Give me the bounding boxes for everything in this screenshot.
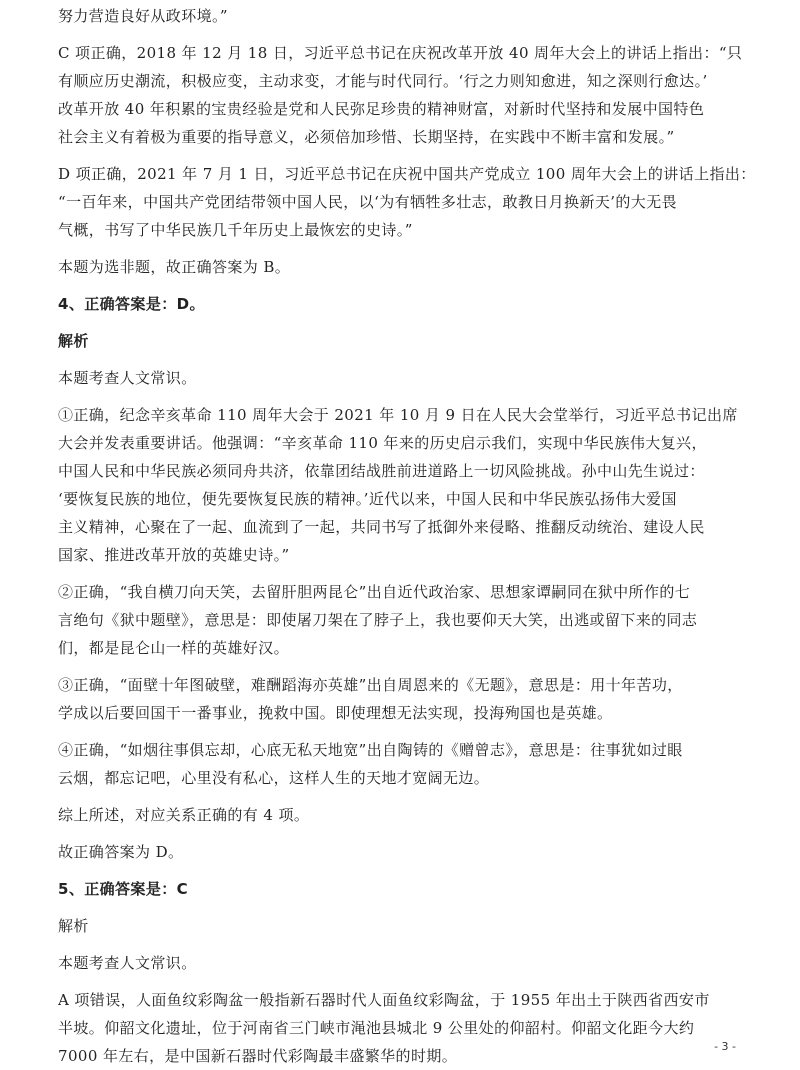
page-number: - 3 - xyxy=(714,1040,736,1053)
text-line: 气概，书写了中华民族几千年历史上最恢宏的史诗。” xyxy=(58,221,413,239)
text-line: 言绝句《狱中题壁》，意思是：即使屠刀架在了脖子上，我也要仰天大笑，出逃或留下来的同志 xyxy=(58,611,698,629)
text-line: ②正确，“我自横刀向天笑，去留肝胆两昆仑”出自近代政治家、思想家谭嗣同在狱中所作的七 xyxy=(58,583,691,601)
text-line: 7000 年左右，是中国新石器时代彩陶最丰盛繁华的时期。 xyxy=(58,1047,458,1065)
text-line: “一百年来，中国共产党团结带领中国人民，以‘为有牺牲多壮志，敢教日月换新天’的大无畏 xyxy=(58,193,678,211)
text-line: 改革开放 40 年积累的宝贵经验是党和人民弥足珍贵的精神财富，对新时代坚持和发展中国特色 xyxy=(58,100,705,118)
text-line: 大会并发表重要讲话。他强调：“辛亥革命 110 年来的历史启示我们，实现中华民族伟大复兴， xyxy=(58,434,707,452)
text-line: 综上所述，对应关系正确的有 4 项。 xyxy=(58,806,310,824)
text-line: 社会主义有着极为重要的指导意义，必须倍加珍惜、长期坚持，在实践中不断丰富和发展。” xyxy=(58,128,675,146)
answer-heading: 4、正确答案是：D。 xyxy=(58,295,205,313)
text-line: 有顺应历史潮流，积极应变，主动求变，才能与时代同行。‘行之力则知愈进，知之深则行愈达。’ xyxy=(58,72,708,90)
answer-heading: 5、正确答案是：C xyxy=(58,880,189,898)
text-line: A 项错误，人面鱼纹彩陶盆一般指新石器时代人面鱼纹彩陶盆，于 1955 年出土于陕西省西安市 xyxy=(58,991,710,1009)
text-line: 故正确答案为 D。 xyxy=(58,843,184,861)
text-line: 本题为选非题，故正确答案为 B。 xyxy=(58,258,291,276)
text-line: 云烟，都忘记吧，心里没有私心，这样人生的天地才宽阔无边。 xyxy=(58,769,490,787)
text-line: C 项正确，2018 年 12 月 18 日，习近平总书记在庆祝改革开放 40 周年大会上的讲话上指出：“只 xyxy=(58,44,743,62)
text-line: ①正确，纪念辛亥革命 110 周年大会于 2021 年 10 月 9 日在人民大会堂举行，习近平总书记出席 xyxy=(58,406,738,424)
text-line: ④正确，“如烟往事俱忘却，心底无私天地宽”出自陶铸的《赠曾志》，意思是：往事犹如过眼 xyxy=(58,741,683,759)
text-line: ‘要恢复民族的地位，便先要恢复民族的精神。’近代以来，中国人民和中华民族弘扬伟大爱国 xyxy=(58,490,677,508)
text-line: 中国人民和中华民族必须同舟共济，依靠团结战胜前进道路上一切风险挑战。孙中山先生说过： xyxy=(58,462,705,480)
analysis-label: 解析 xyxy=(58,917,89,935)
text-line: 国家、推进改革开放的英雄史诗。” xyxy=(58,546,290,564)
text-line: 半坡。仰韶文化遗址，位于河南省三门峡市渑池县城北 9 公里处的仰韶村。仰韶文化距今大约 xyxy=(58,1019,695,1037)
text-line: 们，都是昆仑山一样的英雄好汉。 xyxy=(58,639,290,657)
text-line: ③正确，“面壁十年图破壁，难酬蹈海亦英雄”出自周恩来的《无题》，意思是：用十年苦功， xyxy=(58,676,683,694)
text-line: 努力营造良好从政环境。” xyxy=(58,7,228,25)
text-line: 本题考查人文常识。 xyxy=(58,369,197,387)
text-line: 主义精神，心聚在了一起、血流到了一起，共同书写了抵御外来侵略、推翻反动统治、建设人民 xyxy=(58,518,705,536)
analysis-heading: 解析 xyxy=(58,332,89,350)
text-line: D 项正确，2021 年 7 月 1 日，习近平总书记在庆祝中国共产党成立 100 周年大会上的讲话上指出： xyxy=(58,165,756,183)
document-body xyxy=(58,2,766,1070)
text-line: 本题考查人文常识。 xyxy=(58,954,197,972)
text-line: 学成以后要回国干一番事业，挽救中国。即使理想无法实现，投海殉国也是英雄。 xyxy=(58,704,613,722)
